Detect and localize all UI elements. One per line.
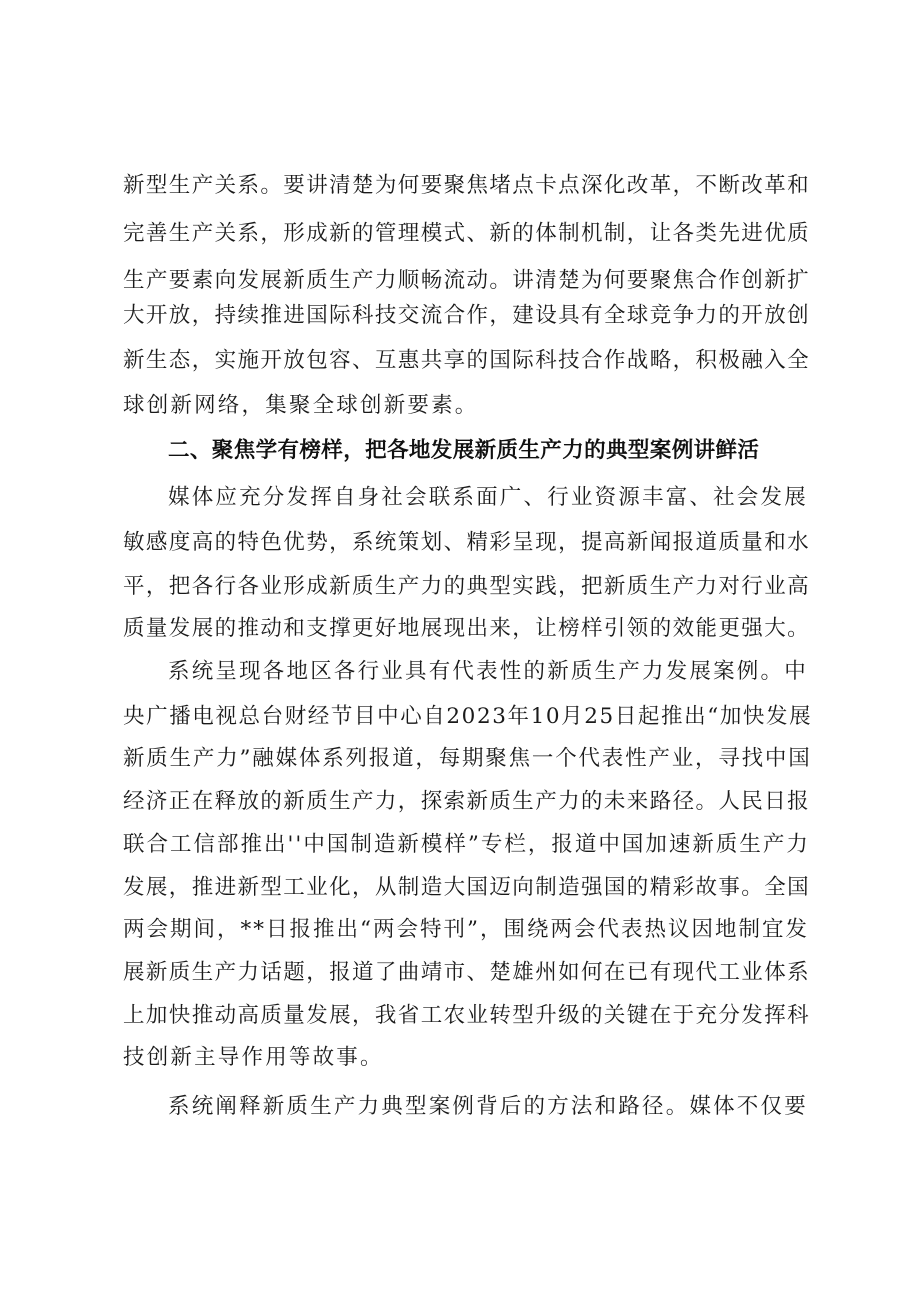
paragraph-1-line-6: 球创新网络，集聚全球创新要素。 <box>123 393 479 418</box>
paragraph-2-line-3: 平，把各行各业形成新质生产力的典型实践，把新质生产力对行业高 <box>123 574 811 599</box>
paragraph-4-line-1: 系统阐释新质生产力典型案例背后的方法和路径。媒体不仅要 <box>168 1094 808 1119</box>
paragraph-3-line-9: 上加快推动高质量发展，我省工农业转型升级的关键在于充分发挥科 <box>123 1003 811 1028</box>
paragraph-3-line-4: 经济正在释放的新质生产力，探索新质生产力的未来路径。人民日报 <box>123 789 811 814</box>
paragraph-3-line-2: 央广播电视总台财经节目中心自2023年10月25日起推出“加快发展 <box>123 704 813 729</box>
paragraph-2-line-1: 媒体应充分发挥自身社会联系面广、行业资源丰富、社会发展 <box>168 485 808 510</box>
paragraph-1-line-1: 新型生产关系。要讲清楚为何要聚焦堵点卡点深化改革，不断改革和 <box>123 173 811 198</box>
paragraph-3-line-10: 技创新主导作用等故事。 <box>123 1045 384 1070</box>
paragraph-2-line-2: 敏感度高的特色优势，系统策划、精彩呈现，提高新闻报道质量和水 <box>123 530 811 555</box>
paragraph-3-line-6: 发展，推进新型工业化，从制造大国迈向制造强国的精彩故事。全国 <box>123 875 811 900</box>
paragraph-3-line-5: 联合工信部推出''中国制造新模样”专栏，报道中国加速新质生产力 <box>123 832 810 857</box>
paragraph-1-line-3: 生产要素向发展新质生产力顺畅流动。讲清楚为何要聚焦合作创新扩 <box>123 268 811 293</box>
paragraph-3-line-3: 新质生产力”融媒体系列报道，每期聚焦一个代表性产业，寻找中国 <box>123 746 812 771</box>
section-heading: 二、聚焦学有榜样，把各地发展新质生产力的典型案例讲鲜活 <box>168 438 760 463</box>
paragraph-1-line-5: 新生态，实施开放包容、互惠共享的国际科技合作战略，积极融入全 <box>123 348 811 373</box>
paragraph-1-line-2: 完善生产关系，形成新的管理模式、新的体制机制，让各类先进优质 <box>123 221 811 246</box>
paragraph-3-line-1: 系统呈现各地区各行业具有代表性的新质生产力发展案例。中 <box>168 659 808 684</box>
paragraph-1-line-4: 大开放，持续推进国际科技交流合作，建设具有全球竞争力的开放创 <box>123 303 811 328</box>
paragraph-2-line-4: 质量发展的推动和支撑更好地展现出来，让榜样引领的效能更强大。 <box>123 616 811 641</box>
paragraph-3-line-8: 展新质生产力话题，报道了曲靖市、楚雄州如何在已有现代工业体系 <box>123 960 811 985</box>
paragraph-3-line-7: 两会期间，**日报推出“两会特刊”，围绕两会代表热议因地制宜发 <box>123 917 809 942</box>
